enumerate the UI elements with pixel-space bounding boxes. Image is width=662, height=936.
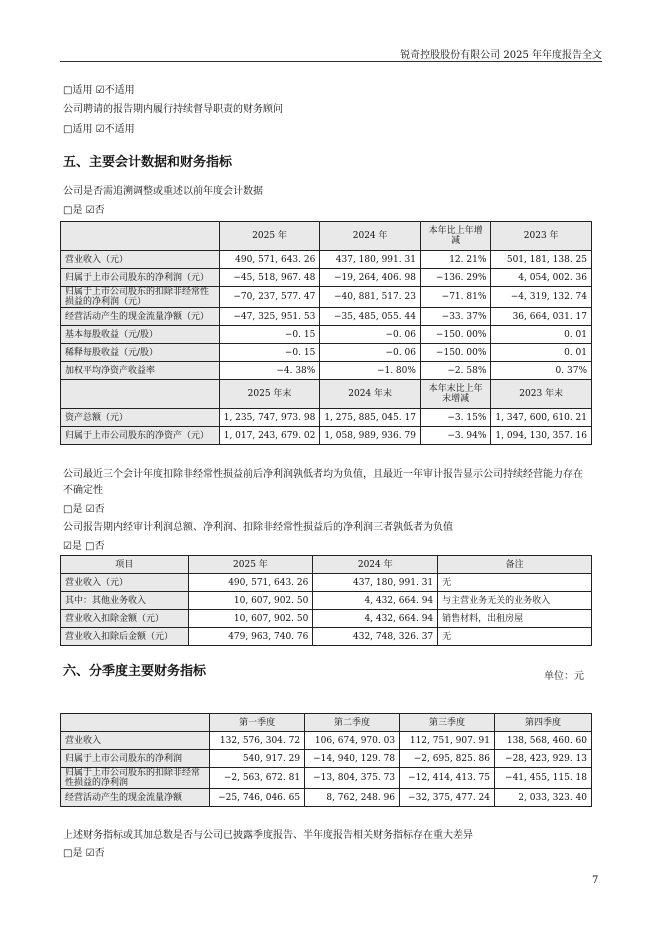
row-label-cell: 营业收入扣除后金额（元） — [61, 628, 189, 646]
unit-label: 单位：元 — [544, 671, 584, 682]
option-line: □适用 ☑不适用 — [63, 124, 135, 135]
value-cell: 432, 748, 326. 37 — [313, 628, 438, 646]
value-cell: 437, 180, 991. 31 — [313, 574, 438, 592]
table-row — [61, 344, 592, 362]
value-cell: −2, 695, 825. 86 — [400, 750, 495, 768]
value-cell: 132, 576, 304. 72 — [210, 732, 305, 750]
value-cell: 479, 963, 740. 76 — [188, 628, 313, 646]
value-cell: −4. 38% — [219, 362, 320, 380]
value-cell: −19, 264, 406. 98 — [320, 269, 421, 287]
value-cell: −28, 423, 929. 13 — [495, 750, 592, 768]
table-row — [61, 628, 592, 646]
value-cell: 10, 607, 902. 50 — [188, 610, 313, 628]
value-cell: −45, 518, 967. 48 — [219, 269, 320, 287]
value-cell: −4, 319, 132. 74 — [491, 287, 592, 308]
page-header — [60, 44, 602, 62]
value-cell: −1. 80% — [320, 362, 421, 380]
value-cell: 0. 37% — [491, 362, 592, 380]
table-header-row — [61, 222, 592, 251]
row-label-cell: 资产总额（元） — [61, 409, 220, 427]
value-cell: −2, 563, 672. 81 — [210, 768, 305, 789]
going-concern-question: 公司最近三个会计年度扣除非经常性损益前后净利润孰低者均为负值，且最近一年审计报告显示公司持续经营能力存在 — [63, 469, 583, 480]
header-cell: 2025 年末 — [219, 380, 320, 409]
value-cell: −0. 06 — [320, 344, 421, 362]
header-cell — [61, 714, 210, 732]
row-label-cell: 归属于上市公司股东的扣除非经常性损益的净利润（元） — [61, 287, 220, 308]
answer-text: ☑是 □否 — [63, 541, 105, 552]
value-cell: 490, 571, 643. 26 — [188, 574, 313, 592]
answer-text: □是 ☑否 — [63, 205, 105, 216]
header-cell: 2024 年 — [320, 222, 421, 251]
value-cell: −35, 485, 055. 44 — [320, 308, 421, 326]
value-cell: 112, 751, 907. 91 — [400, 732, 495, 750]
row-label-cell: 归属于上市公司股东的净资产（元） — [61, 427, 220, 445]
table-row — [61, 574, 592, 592]
value-cell: 540, 917. 29 — [210, 750, 305, 768]
value-cell: 36, 664, 031. 17 — [491, 308, 592, 326]
value-cell: 2, 033, 323. 40 — [495, 789, 592, 807]
value-cell: 138, 568, 460. 60 — [495, 732, 592, 750]
table-header-row — [61, 714, 592, 732]
value-cell: 106, 674, 970. 03 — [305, 732, 400, 750]
row-label-cell: 基本每股收益（元/股） — [61, 326, 220, 344]
answer-text: □是 ☑否 — [63, 848, 105, 859]
going-concern-question-cont: 不确定性 — [63, 485, 103, 496]
row-label-cell: 归属于上市公司股东的扣除非经常性损益的净利润 — [61, 768, 210, 789]
header-cell: 2024 年末 — [320, 380, 421, 409]
row-label-cell: 营业收入（元） — [61, 251, 220, 269]
table-row — [61, 732, 592, 750]
table-row — [61, 362, 592, 380]
table-row — [61, 326, 592, 344]
header-cell: 2023 年末 — [491, 380, 592, 409]
table-header-row — [61, 556, 592, 574]
value-cell: 501, 181, 138. 25 — [491, 251, 592, 269]
header-cell: 2025 年 — [219, 222, 320, 251]
table-row — [61, 750, 592, 768]
value-cell: 1, 235, 747, 973. 98 — [219, 409, 320, 427]
value-cell: 12. 21% — [420, 251, 490, 269]
row-label-cell: 加权平均净资产收益率 — [61, 362, 220, 380]
difference-question: 上述财务指标或其加总数是否与公司已披露季度报告、半年度报告相关财务指标存在重大差异 — [63, 830, 473, 841]
value-cell: 1, 094, 130, 357. 16 — [491, 427, 592, 445]
value-cell: −0. 15 — [219, 344, 320, 362]
section-title: 六、分季度主要财务指标 — [63, 664, 207, 679]
question-text: 公司是否需追溯调整或重述以前年度会计数据 — [63, 186, 263, 197]
value-cell: 1, 347, 600, 610. 21 — [491, 409, 592, 427]
header-cell: 2025 年 — [188, 556, 313, 574]
row-label-cell: 归属于上市公司股东的净利润（元） — [61, 269, 220, 287]
header-cell: 第四季度 — [495, 714, 592, 732]
value-cell: −70, 237, 577. 47 — [219, 287, 320, 308]
table-row — [61, 768, 592, 789]
header-cell — [61, 380, 220, 409]
value-cell: −33. 37% — [420, 308, 490, 326]
negative-profit-question: 公司报告期内经审计利润总额、净利润、扣除非经常性损益后的净利润三者孰低者为负值 — [63, 522, 453, 533]
quarterly-table — [60, 713, 592, 807]
value-cell: 与主营业务无关的业务收入 — [438, 592, 592, 610]
header-cell: 本年比上年增减 — [420, 222, 490, 251]
header-cell: 第三季度 — [400, 714, 495, 732]
value-cell: −0. 15 — [219, 326, 320, 344]
value-cell: −25, 746, 046. 65 — [210, 789, 305, 807]
value-cell: −32, 375, 477. 24 — [400, 789, 495, 807]
value-cell: 销售材料，出租房屋 — [438, 610, 592, 628]
row-label-cell: 归属于上市公司股东的净利润 — [61, 750, 210, 768]
value-cell: 4, 432, 664. 94 — [313, 610, 438, 628]
value-cell: 无 — [438, 628, 592, 646]
value-cell: −0. 06 — [320, 326, 421, 344]
header-cell: 2023 年 — [491, 222, 592, 251]
value-cell: −12, 414, 413. 75 — [400, 768, 495, 789]
value-cell: 4, 054, 002. 36 — [491, 269, 592, 287]
row-label-cell: 其中：其他业务收入 — [61, 592, 189, 610]
advisor-text: 公司聘请的报告期内履行持续督导职责的财务顾问 — [63, 104, 283, 115]
row-label-cell: 经营活动产生的现金流量净额 — [61, 789, 210, 807]
value-cell: −150. 00% — [420, 326, 490, 344]
row-label-cell: 稀释每股收益（元/股） — [61, 344, 220, 362]
value-cell: 4, 432, 664. 94 — [313, 592, 438, 610]
header-cell: 2024 年 — [313, 556, 438, 574]
row-label-cell: 营业收入（元） — [61, 574, 189, 592]
value-cell: −14, 940, 129. 78 — [305, 750, 400, 768]
value-cell: 10, 607, 902. 50 — [188, 592, 313, 610]
table-row — [61, 789, 592, 807]
table-row — [61, 287, 592, 308]
value-cell: −3. 15% — [420, 409, 490, 427]
header-cell: 本年末比上年末增减 — [420, 380, 490, 409]
value-cell: 0. 01 — [491, 326, 592, 344]
value-cell: −150. 00% — [420, 344, 490, 362]
answer-text: □是 ☑否 — [63, 504, 105, 515]
value-cell: −71. 81% — [420, 287, 490, 308]
section-title: 五、主要会计数据和财务指标 — [63, 155, 233, 170]
header-cell: 项目 — [61, 556, 189, 574]
value-cell: 1, 058, 989, 936. 79 — [320, 427, 421, 445]
page-number: 7 — [592, 875, 599, 886]
table-row — [61, 251, 592, 269]
option-line: □适用 ☑不适用 — [63, 85, 135, 96]
table-row — [61, 269, 592, 287]
value-cell: −40, 881, 517. 23 — [320, 287, 421, 308]
value-cell: −136. 29% — [420, 269, 490, 287]
table-row — [61, 409, 592, 427]
table-header-row — [61, 380, 592, 409]
value-cell: 8, 762, 248. 96 — [305, 789, 400, 807]
table-row — [61, 610, 592, 628]
table-row — [61, 592, 592, 610]
value-cell: −3. 94% — [420, 427, 490, 445]
report-title: 锐奇控股股份有限公司 2025 年年度报告全文 — [400, 50, 602, 61]
row-label-cell: 营业收入扣除金额（元） — [61, 610, 189, 628]
row-label-cell: 经营活动产生的现金流量净额（元） — [61, 308, 220, 326]
value-cell: 1, 275, 885, 045. 17 — [320, 409, 421, 427]
revenue-deduction-table — [60, 555, 592, 646]
value-cell: −41, 455, 115. 18 — [495, 768, 592, 789]
value-cell: 437, 180, 991. 31 — [320, 251, 421, 269]
accounting-data-table — [60, 221, 592, 445]
value-cell: 0. 01 — [491, 344, 592, 362]
table-row — [61, 308, 592, 326]
row-label-cell: 营业收入 — [61, 732, 210, 750]
value-cell: 490, 571, 643. 26 — [219, 251, 320, 269]
table-row — [61, 427, 592, 445]
header-cell: 备注 — [438, 556, 592, 574]
value-cell: 1, 017, 243, 679. 02 — [219, 427, 320, 445]
header-cell: 第二季度 — [305, 714, 400, 732]
value-cell: −47, 325, 951. 53 — [219, 308, 320, 326]
header-cell: 第一季度 — [210, 714, 305, 732]
header-cell — [61, 222, 220, 251]
value-cell: 无 — [438, 574, 592, 592]
value-cell: −2. 58% — [420, 362, 490, 380]
value-cell: −13, 804, 375. 73 — [305, 768, 400, 789]
